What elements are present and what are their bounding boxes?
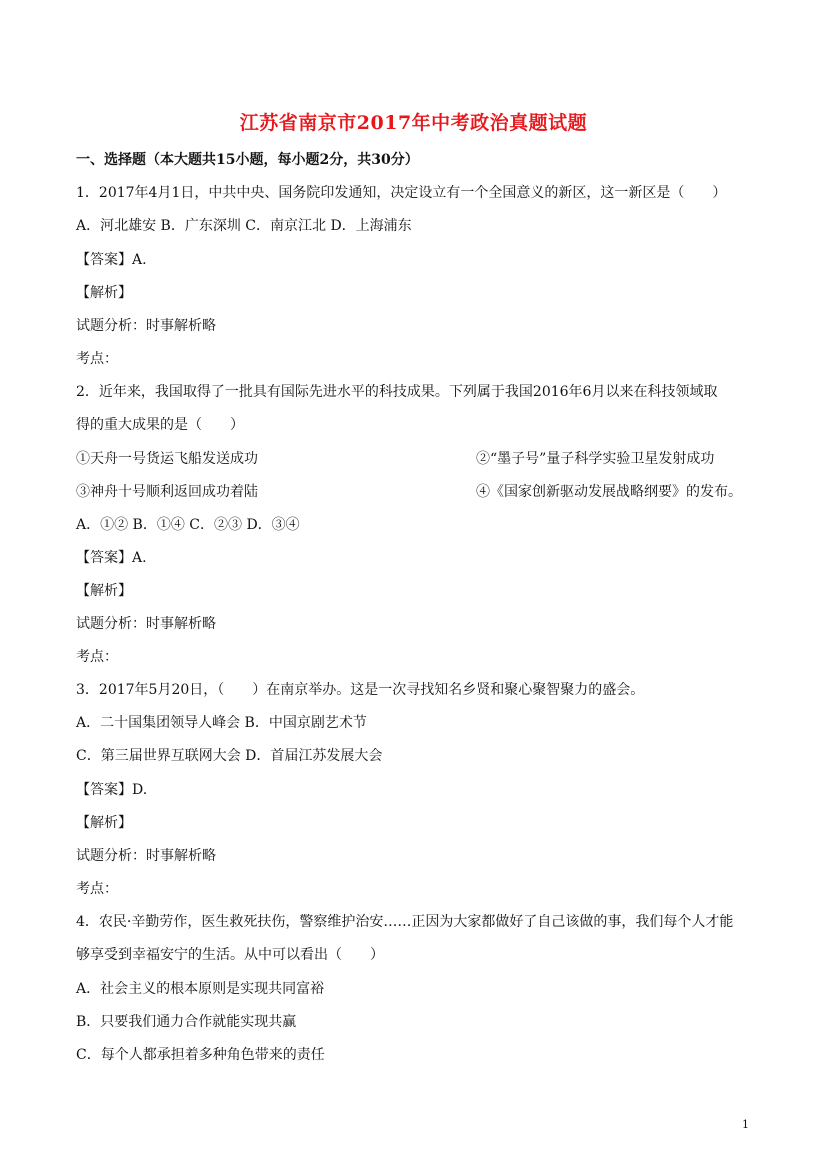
question-2-stem-line2: 得的重大成果的是（ ） [76, 417, 244, 433]
question-4-stem-line2: 够享受到幸福安宁的生活。从中可以看出（ ） [76, 947, 384, 963]
question-1-options: A．河北雄安 B．广东深圳 C．南京江北 D．上海浦东 [76, 218, 412, 234]
question-2-analysis: 试题分析：时事解析略 [76, 616, 216, 632]
question-2-kaodian: 考点： [76, 649, 118, 665]
question-2-options: A．①② B．①④ C．②③ D．③④ [76, 517, 300, 533]
document-title: 江苏省南京市2017年中考政治真题试题 [239, 112, 588, 134]
page-number: 1 [742, 1118, 749, 1131]
question-1-kaodian: 考点： [76, 351, 118, 367]
question-2-stem-line1: 2．近年来，我国取得了一批具有国际先进水平的科技成果。下列属于我国2016年6月以来在科技领域取 [76, 384, 718, 400]
question-2-item-4: ④《国家创新驱动发展战略纲要》的发布。 [476, 484, 742, 500]
question-2-item-3: ③神舟十号顺利返回成功着陆 [76, 484, 258, 500]
question-4-option-a: A．社会主义的根本原则是实现共同富裕 [76, 981, 325, 997]
question-2-answer: 【答案】A. [76, 550, 147, 566]
question-1-answer: 【答案】A. [76, 252, 147, 268]
question-2-analysis-label: 【解析】 [76, 583, 132, 599]
question-3-analysis: 试题分析：时事解析略 [76, 848, 216, 864]
question-2-item-2: ②“墨子号”量子科学实验卫星发射成功 [476, 451, 715, 467]
question-2-item-1: ①天舟一号货运飞船发送成功 [76, 451, 258, 467]
question-1-analysis: 试题分析：时事解析略 [76, 318, 216, 334]
question-4-stem-line1: 4．农民·辛勤劳作，医生救死扶伤，警察维护治安……正因为大家都做好了自己该做的事，我们每个人才能 [76, 914, 734, 930]
question-3-kaodian: 考点： [76, 881, 118, 897]
question-4-option-c: C．每个人都承担着多种角色带来的责任 [76, 1047, 325, 1063]
question-4-option-b: B．只要我们通力合作就能实现共赢 [76, 1014, 297, 1030]
section-heading: 一、选择题（本大题共15小题，每小题2分，共30分） [76, 152, 419, 168]
question-3-analysis-label: 【解析】 [76, 815, 132, 831]
question-1-analysis-label: 【解析】 [76, 285, 132, 301]
question-1-stem: 1．2017年4月1日，中共中央、国务院印发通知，决定设立有一个全国意义的新区，这一新区是（ ） [76, 185, 727, 201]
question-3-answer: 【答案】D. [76, 782, 148, 798]
question-3-options-line2: C．第三届世界互联网大会 D．首届江苏发展大会 [76, 748, 383, 764]
question-3-options-line1: A．二十国集团领导人峰会 B．中国京剧艺术节 [76, 715, 367, 731]
question-3-stem: 3．2017年5月20日，（ ）在南京举办。这是一次寻找知名乡贤和聚心聚智聚力的盛会。 [76, 682, 645, 698]
